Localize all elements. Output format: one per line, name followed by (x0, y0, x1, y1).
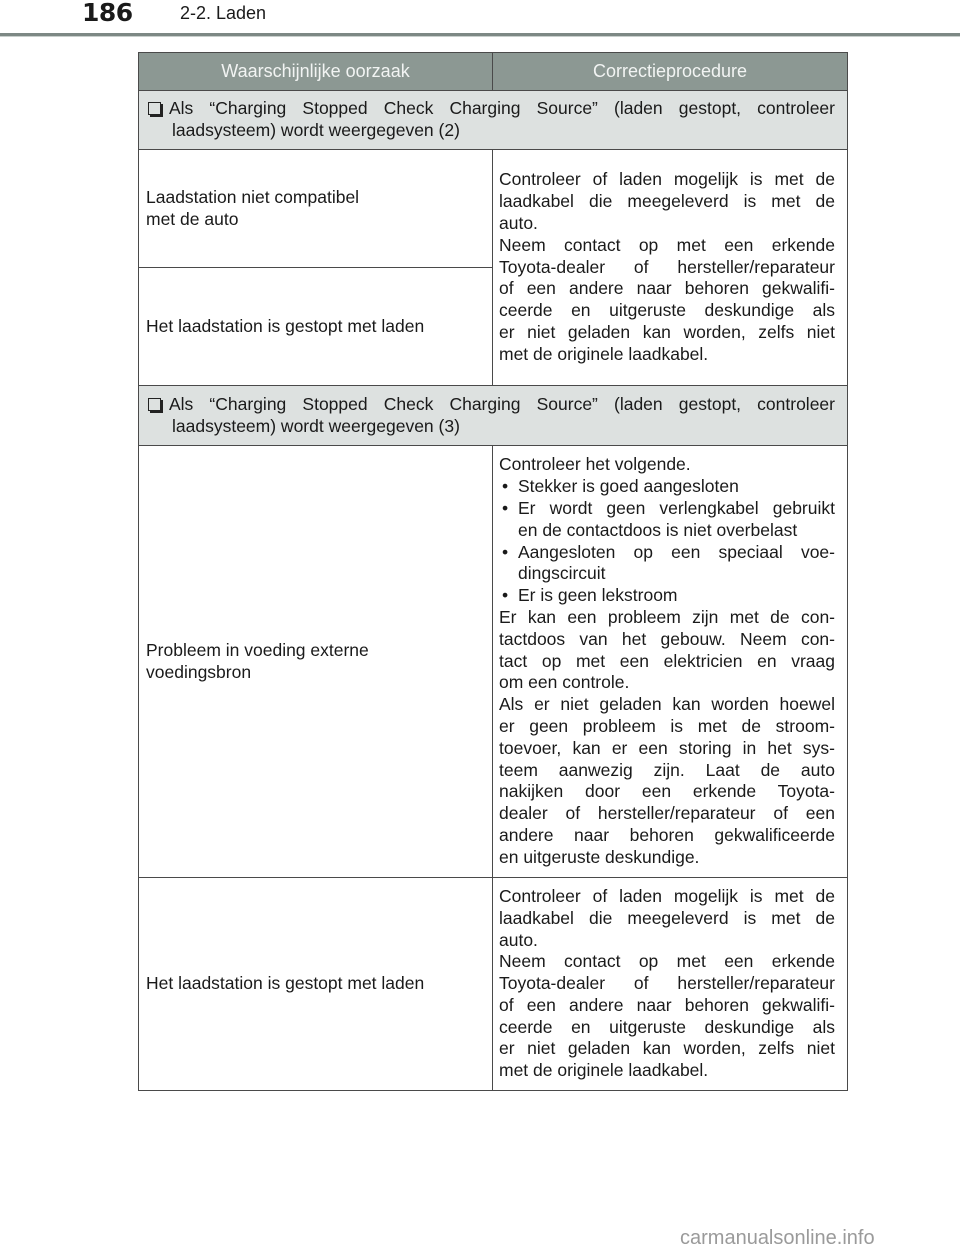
text-line (499, 169, 835, 191)
text-line (146, 662, 484, 684)
checkbox-bullet-icon (148, 102, 161, 115)
section-row (139, 386, 848, 446)
procedure-cell (493, 150, 848, 386)
line-text: Als “Charging Stopped Check Charging Source” (laden gestopt, controleer (169, 98, 835, 119)
bullet-item (499, 498, 835, 520)
text-line (146, 640, 484, 662)
line-text: voedingsbron (146, 661, 252, 682)
line-text: Als er niet geladen kan worden hoewel (499, 694, 835, 715)
text-line (499, 951, 835, 973)
line-text: Controleer of laden mogelijk is met de (499, 885, 835, 906)
table-header-row (139, 53, 848, 91)
line-text: of een andere naar behoren gekwalifi- (499, 994, 835, 1015)
text-line (499, 454, 835, 476)
line-text: Er is geen lekstroom (518, 585, 678, 606)
line-text: tactdoos van het gebouw. Neem con- (499, 628, 835, 649)
line-text: er niet geladen kan worden, zelfs niet (499, 321, 835, 342)
text-line (499, 847, 835, 869)
text-line (499, 781, 835, 803)
header-divider (0, 33, 960, 37)
text-line (499, 738, 835, 760)
text-line (499, 344, 835, 366)
line-text: Aangesloten op een speciaal voe- (518, 541, 835, 562)
line-text: met de originele laadkabel. (499, 1060, 709, 1081)
text-line (146, 209, 484, 231)
line-text: er niet geladen kan worden, zelfs niet (499, 1038, 835, 1059)
line-text: Controleer het volgende. (499, 454, 691, 475)
line-text: andere naar behoren gekwalificeerde (499, 824, 835, 845)
text-line (499, 1038, 835, 1060)
line-text: nakijken door een erkende Toyota- (499, 781, 835, 802)
section-row (139, 91, 848, 150)
text-line (499, 908, 835, 930)
line-text: toevoer, kan er een storing in het sys- (499, 737, 835, 758)
cause-cell (139, 268, 493, 386)
page-number: 186 (82, 0, 133, 27)
text-line (499, 694, 835, 716)
bullet-item (499, 476, 835, 498)
text-line (148, 98, 835, 120)
section-title: 2-2. Laden (180, 3, 267, 23)
line-text: tact op met een elektricien en vraag (499, 650, 835, 671)
text-line (499, 563, 835, 585)
text-line (499, 629, 835, 651)
text-line (499, 973, 835, 995)
line-text: en de contactdoos is niet overbelast (518, 519, 798, 540)
line-text: Er kan een probleem zijn met de con- (499, 607, 835, 627)
line-text: dealer of hersteller/reparateur of een (499, 803, 835, 824)
line-text: met de auto (146, 208, 239, 229)
line-text: Neem contact op met een erkende (499, 234, 835, 255)
line-text: om een controle. (499, 672, 630, 693)
table-row (139, 878, 848, 1091)
line-text: laadsysteem) wordt weergegeven (3) (172, 415, 460, 436)
line-text: of een andere naar behoren gekwalifi- (499, 278, 835, 299)
line-text: en uitgeruste deskundige. (499, 846, 700, 867)
text-line (499, 886, 835, 908)
column-header-cause: Waarschijnlijke oorzaak (139, 53, 493, 91)
section-heading (139, 91, 848, 150)
table-row (139, 446, 848, 878)
text-line (499, 716, 835, 738)
text-line (146, 316, 484, 338)
text-line (499, 235, 835, 257)
line-text: met de originele laadkabel. (499, 343, 709, 364)
text-line (499, 520, 835, 542)
checkbox-bullet-icon (148, 398, 161, 411)
text-line (499, 825, 835, 847)
troubleshooting-table (138, 52, 848, 1091)
text-line (499, 300, 835, 322)
line-text: ceerde en uitgeruste deskundige als (499, 300, 835, 321)
text-line (148, 416, 835, 438)
text-line (499, 995, 835, 1017)
column-header-procedure: Correctieprocedure (493, 53, 848, 91)
text-line (499, 1060, 835, 1082)
line-text: teem aanwezig zijn. Laat de auto (499, 759, 835, 780)
line-text: Het laadstation is gestopt met laden (146, 315, 425, 336)
text-line (148, 120, 835, 142)
text-line (499, 191, 835, 213)
line-text: Neem contact op met een erkende (499, 951, 835, 972)
text-line (499, 278, 835, 300)
line-text: Het laadstation is gestopt met laden (146, 973, 425, 994)
bullet-item (499, 585, 835, 607)
text-line (499, 760, 835, 782)
procedure-cell (493, 446, 848, 878)
cause-cell (139, 878, 493, 1091)
line-text: laadkabel die meegeleverd is met de (499, 907, 835, 928)
line-text: Toyota-dealer of hersteller/reparateur (499, 256, 835, 277)
text-line (146, 973, 484, 995)
text-line (499, 322, 835, 344)
text-line (499, 607, 835, 629)
line-text: Laadstation niet compatibel (146, 186, 360, 207)
line-text: Probleem in voeding externe (146, 639, 369, 660)
procedure-cell (493, 878, 848, 1091)
text-line (148, 394, 835, 416)
text-line (499, 213, 835, 235)
line-text: Toyota-dealer of hersteller/reparateur (499, 973, 835, 994)
text-line (499, 651, 835, 673)
watermark: carmanualsonline.info (680, 1227, 875, 1249)
line-text: ceerde en uitgeruste deskundige als (499, 1016, 835, 1037)
line-text: Controleer of laden mogelijk is met de (499, 169, 835, 190)
line-text: auto. (499, 929, 538, 950)
line-text: laadkabel die meegeleverd is met de (499, 191, 835, 212)
line-text: Stekker is goed aangesloten (518, 476, 739, 497)
table-row (139, 150, 848, 268)
line-text: dingscircuit (518, 563, 606, 584)
line-text: Als “Charging Stopped Check Charging Source” (laden gestopt, controleer (169, 393, 835, 414)
text-line (499, 803, 835, 825)
cause-cell (139, 150, 493, 268)
line-text: Er wordt geen verlengkabel gebruikt (518, 498, 835, 519)
text-line (499, 930, 835, 952)
text-line (146, 187, 484, 209)
bullet-item (499, 542, 835, 564)
section-heading (139, 386, 848, 446)
cause-cell (139, 446, 493, 878)
line-text: laadsysteem) wordt weergegeven (2) (172, 120, 460, 140)
text-line (499, 1017, 835, 1039)
text-line (499, 672, 835, 694)
line-text: auto. (499, 213, 538, 233)
text-line (499, 257, 835, 279)
line-text: er geen probleem is met de stroom- (499, 715, 835, 736)
